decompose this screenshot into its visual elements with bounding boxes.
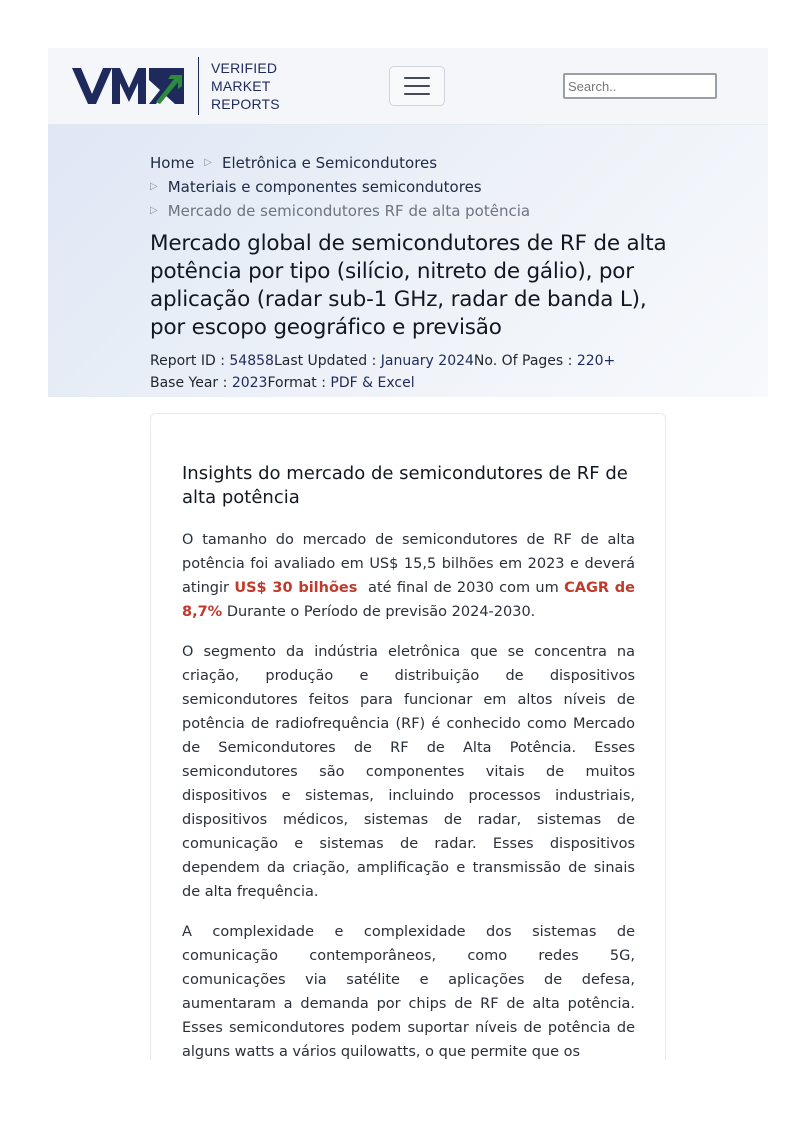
breadcrumb-materials-link[interactable]: Materiais e componentes semicondutores [167, 178, 482, 196]
hamburger-icon [404, 77, 430, 79]
hamburger-icon-bar [404, 93, 430, 95]
breadcrumb-row [150, 175, 530, 199]
logo-line-reports: REPORTS [211, 96, 280, 112]
insights-card [150, 413, 666, 1060]
breadcrumb-electronics-link[interactable]: Eletrônica e Semicondutores [222, 154, 438, 172]
search-input[interactable] [563, 73, 717, 99]
last-updated-value: January 2024 [380, 353, 474, 369]
logo-text [211, 59, 280, 113]
demand-drivers-paragraph: A complexidade e complexidade dos sistemas de comunicação contemporâneos, como redes 5G, comunicações via satélite e aplicações de defesa, aumentaram a demanda por chips de RF de alta potência. Esses semicondutores podem suportar níveis de potência de alguns watts a vários quilowatts, o que permite que os [182, 924, 635, 1060]
format-label: Format : [267, 375, 331, 391]
chevron-right-icon: ▷ [150, 181, 158, 192]
report-id-value: 54858 [229, 353, 274, 369]
logo-divider [198, 57, 199, 115]
p1-text-middle: até final de 2030 com um [357, 580, 565, 596]
base-year-label: Base Year : [150, 375, 232, 391]
logo-line-verified: VERIFIED [211, 60, 278, 76]
hamburger-icon-bar [404, 85, 430, 87]
base-year-value: 2023 [231, 375, 268, 391]
report-meta [150, 350, 615, 394]
site-logo[interactable] [72, 56, 280, 116]
format-value: PDF & Excel [330, 375, 415, 391]
chevron-right-icon: ▷ [204, 157, 212, 168]
breadcrumb-home-link[interactable]: Home [150, 154, 195, 172]
chevron-right-icon: ▷ [150, 205, 158, 216]
breadcrumb-current: Mercado de semicondutores RF de alta potência [167, 202, 531, 220]
insights-content [182, 462, 635, 1060]
meta-row-2 [150, 372, 615, 394]
p1-text-start: O tamanho do mercado de semicondutores de RF de alta potência foi avaliado em US$ 15,5 bilhões em 2023 e deverá atingir [182, 532, 635, 596]
market-size-paragraph [182, 528, 635, 624]
segment-description-paragraph: O segmento da indústria eletrônica que se concentra na criação, produção e distribuição de dispositivos semicondutores feitos para funcionar em altos níveis de potência de radiofrequência (RF) é conhecido como Mercado de Semicondutores de RF de Alta Potência. Esses semicondutores são componentes vitais de muitos dispositivos e sistemas, incluindo processos industriais, dispositivos médicos, sistemas de radar, sistemas de comunicação e sistemas de radar. Esses dispositivos dependem da criação, amplificação e transmissão de sinais de alta frequência. [182, 644, 635, 900]
breadcrumb-row [150, 199, 530, 223]
meta-row-1 [150, 350, 615, 372]
report-hero [48, 125, 768, 397]
menu-toggle-button[interactable] [389, 66, 445, 106]
vmr-logo-icon [72, 66, 184, 106]
section-title: Insights do mercado de semicondutores de RF de alta potência [182, 463, 628, 508]
cagr-highlight: CAGR de 8,7% [182, 580, 635, 620]
report-id-label: Report ID : [150, 353, 230, 369]
last-updated-label: Last Updated : [273, 353, 381, 369]
p1-text-end: Durante o Período de previsão 2024-2030. [222, 604, 536, 620]
breadcrumb [150, 151, 530, 223]
market-value-highlight: US$ 30 bilhões [234, 580, 358, 596]
site-header [48, 48, 768, 125]
pages-value: 220+ [576, 353, 616, 369]
page-title: Mercado global de semicondutores de RF de alta potência por tipo (silício, nitreto de gálio), por aplicação (radar sub-1 GHz, radar de banda L), por escopo geográfico e previsão [150, 231, 667, 340]
pages-label: No. Of Pages : [473, 353, 577, 369]
breadcrumb-row [150, 151, 530, 175]
logo-line-market: MARKET [211, 78, 271, 94]
